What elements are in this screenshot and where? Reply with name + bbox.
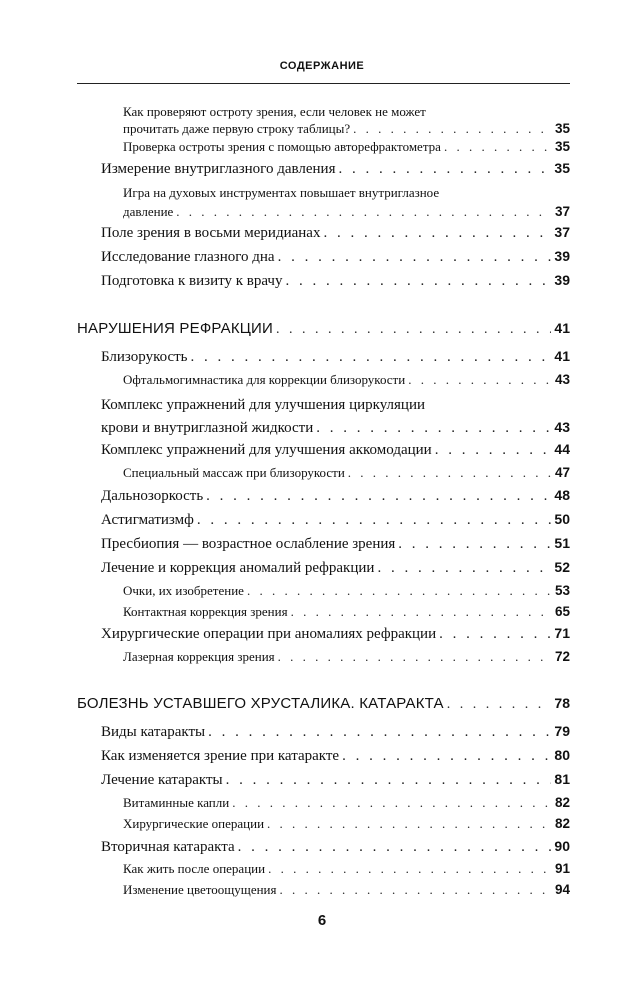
header-rule	[77, 83, 570, 84]
toc-entry-title: Витаминные капли	[123, 795, 230, 810]
toc-entry[interactable]	[123, 183, 570, 221]
toc-entry-title: Лечение и коррекция аномалий рефракции	[101, 560, 375, 576]
leader-dots	[439, 626, 551, 643]
leader-dots	[408, 372, 552, 388]
toc-entry-title: давление	[123, 204, 174, 219]
toc-page-number: 52	[554, 559, 570, 575]
toc-entry[interactable]	[101, 747, 570, 771]
leader-dots	[316, 417, 551, 439]
leader-dots	[353, 120, 552, 137]
toc-entry-title: Вторичная катаракта	[101, 839, 235, 855]
toc-entry-title: Как изменяется зрение при катаракте	[101, 748, 340, 764]
toc-section[interactable]	[77, 320, 570, 344]
toc-entry[interactable]	[101, 625, 570, 649]
leader-dots	[348, 465, 552, 481]
toc-entry-title: Исследование глазного дна	[101, 249, 275, 265]
toc-entry[interactable]	[101, 348, 570, 372]
leader-dots	[323, 225, 551, 242]
leader-dots	[191, 349, 552, 366]
toc-entry[interactable]	[123, 604, 570, 625]
leader-dots	[247, 583, 552, 599]
leader-dots	[197, 512, 552, 529]
table-of-contents	[77, 103, 570, 904]
toc-entry[interactable]	[123, 816, 570, 838]
toc-entry-title: Специальный массаж при близорукости	[123, 465, 345, 480]
toc-page-number: 43	[554, 372, 570, 387]
toc-entry-title: Офтальмогимнастика для коррекции близорукости	[123, 372, 406, 387]
toc-entry-title: Проверка остроты зрения с помощью авторефрактометра	[123, 139, 441, 154]
toc-page-number: 80	[554, 747, 570, 763]
toc-entry[interactable]	[101, 441, 570, 465]
leader-dots	[276, 322, 551, 338]
toc-entry-title: Поле зрения в восьми меридианах	[101, 225, 321, 241]
toc-page-number: 78	[554, 695, 570, 711]
leader-dots	[285, 273, 551, 290]
toc-entry[interactable]	[101, 838, 570, 861]
leader-dots	[208, 724, 551, 741]
running-header: СОДЕРЖАНИЕ	[279, 60, 365, 72]
toc-page-number: 72	[554, 649, 570, 664]
toc-page-number: 51	[554, 535, 570, 551]
toc-entry[interactable]	[101, 535, 570, 559]
toc-page-number: 39	[554, 272, 570, 288]
toc-page-number: 44	[554, 441, 570, 457]
toc-entry[interactable]	[101, 559, 570, 583]
toc-page-number: 50	[554, 511, 570, 527]
leader-dots	[206, 488, 551, 505]
toc-entry[interactable]	[101, 272, 570, 296]
leader-dots	[291, 604, 552, 620]
toc-page-number: 79	[554, 723, 570, 739]
toc-page-number: 35	[554, 121, 570, 136]
toc-entry[interactable]	[101, 394, 570, 439]
toc-entry[interactable]	[123, 465, 570, 487]
toc-entry-title: Хирургические операции	[123, 816, 265, 831]
leader-dots	[238, 839, 552, 856]
toc-entry[interactable]	[123, 795, 570, 816]
toc-section[interactable]	[77, 695, 570, 719]
toc-entry[interactable]	[123, 103, 570, 137]
toc-entry-title: Астигматизмф	[101, 512, 194, 528]
toc-entry-title: Пресбиопия — возрастное ослабление зрения	[101, 536, 396, 552]
toc-entry[interactable]	[123, 583, 570, 604]
toc-entry-title: крови и внутриглазной жидкости	[101, 420, 314, 436]
toc-entry-title: Виды катаракты	[101, 724, 206, 740]
leader-dots	[398, 536, 551, 553]
leader-dots	[377, 560, 551, 577]
leader-dots	[447, 697, 552, 713]
toc-entry-title: Дальнозоркость	[101, 488, 204, 504]
toc-entry[interactable]	[101, 511, 570, 535]
toc-entry[interactable]	[101, 248, 570, 272]
toc-page-number: 94	[554, 882, 570, 897]
leader-dots	[176, 202, 552, 221]
toc-page-number: 81	[554, 771, 570, 787]
page-number: 6	[317, 912, 327, 929]
toc-entry[interactable]	[101, 160, 570, 183]
toc-page-number: 39	[554, 248, 570, 264]
toc-page-number: 41	[554, 320, 570, 336]
toc-entry-title-line1: Как проверяют остроту зрения, если человек не может	[123, 104, 426, 119]
toc-entry[interactable]	[101, 487, 570, 511]
toc-page-number: 48	[554, 487, 570, 503]
toc-entry-title-line1: Игра на духовых инструментах повышает внутриглазное	[123, 185, 440, 200]
toc-section-title: НАРУШЕНИЯ РЕФРАКЦИИ	[77, 320, 274, 337]
toc-entry-title: Как жить после операции	[123, 861, 266, 876]
toc-page-number: 82	[554, 816, 570, 831]
toc-page-number: 65	[554, 604, 570, 619]
leader-dots	[279, 882, 551, 898]
leader-dots	[278, 649, 552, 665]
leader-dots	[267, 816, 552, 832]
toc-entry-title: Подготовка к визиту к врачу	[101, 273, 283, 289]
toc-page-number: 47	[554, 465, 570, 480]
toc-entry[interactable]	[101, 723, 570, 747]
toc-page-number: 37	[554, 204, 570, 219]
leader-dots	[232, 795, 552, 811]
toc-entry-title: Очки, их изобретение	[123, 583, 244, 598]
toc-page-number: 82	[554, 795, 570, 810]
toc-page-number: 91	[554, 861, 570, 876]
toc-entry-title: Измерение внутриглазного давления	[101, 161, 336, 177]
toc-entry[interactable]	[123, 882, 570, 904]
toc-page-number: 53	[554, 583, 570, 598]
leader-dots	[435, 442, 552, 459]
leader-dots	[444, 139, 552, 155]
toc-entry-title: Изменение цветоощущения	[123, 882, 277, 897]
leader-dots	[268, 861, 552, 877]
toc-entry-title: Лазерная коррекция зрения	[123, 649, 275, 664]
toc-page-number: 90	[554, 838, 570, 854]
toc-entry-title: прочитать даже первую строку таблицы?	[123, 121, 351, 136]
toc-entry-title: Лечение катаракты	[101, 772, 223, 788]
toc-entry[interactable]	[123, 372, 570, 394]
toc-entry-title: Контактная коррекция зрения	[123, 604, 288, 619]
toc-entry[interactable]	[101, 224, 570, 248]
leader-dots	[342, 748, 551, 765]
toc-page-number: 35	[554, 139, 570, 154]
toc-page-number: 41	[554, 348, 570, 364]
toc-entry[interactable]	[123, 139, 570, 160]
toc-entry-title: Хирургические операции при аномалиях рефракции	[101, 626, 437, 642]
toc-entry-title-line1: Комплекс упражнений для улучшения циркуляции	[101, 397, 426, 413]
toc-page-number: 35	[554, 160, 570, 176]
leader-dots	[278, 249, 552, 266]
toc-page-number: 37	[554, 224, 570, 240]
leader-dots	[338, 161, 551, 178]
leader-dots	[226, 772, 552, 789]
toc-page-number: 71	[554, 625, 570, 641]
toc-entry-title: Комплекс упражнений для улучшения аккомодации	[101, 442, 432, 458]
toc-entry[interactable]	[101, 771, 570, 795]
toc-entry[interactable]	[123, 649, 570, 671]
toc-page-number: 43	[554, 419, 570, 435]
toc-section-title: БОЛЕЗНЬ УСТАВШЕГО ХРУСТАЛИКА. КАТАРАКТА	[77, 695, 444, 712]
toc-entry-title: Близорукость	[101, 349, 188, 365]
toc-entry[interactable]	[123, 861, 570, 882]
